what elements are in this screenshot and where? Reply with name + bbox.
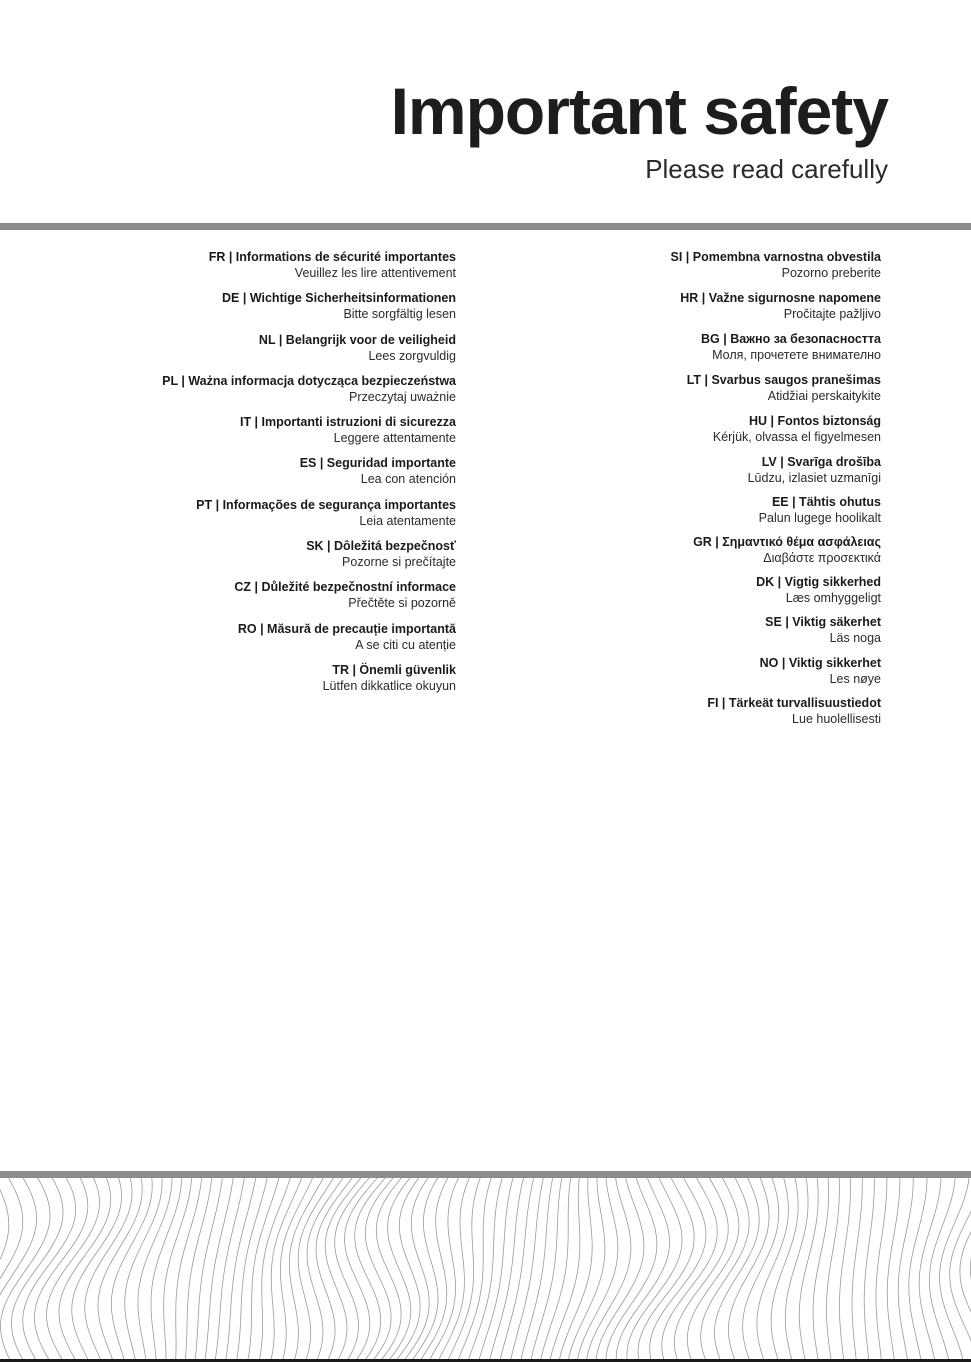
wave-line [714,1178,759,1362]
language-column-left [16,249,456,703]
language-entry [441,534,881,574]
language-heading: RO | Măsură de precauție importantă [237,621,456,636]
wave-line [650,1178,706,1362]
wave-line [500,1178,534,1362]
language-entry [441,574,881,614]
language-entry [441,655,881,695]
language-subheading: Veuillez les lire attentivement [294,266,456,280]
wave-line [376,1178,401,1362]
wave-line [638,1178,694,1362]
wave-line [438,1178,470,1362]
wave-line [428,1178,458,1362]
language-subheading: Leggere attentamente [333,431,456,446]
language-heading: TR | Önemli güvenlik [332,662,456,677]
language-subheading: Lees zorgvuldig [368,348,456,363]
language-heading: SE | Viktig säkerhet [765,615,881,630]
language-heading: SK | Dôležitá bezpečnosť [306,539,456,554]
wave-line [864,1178,874,1362]
language-entry [441,614,881,654]
wave-line [457,1178,491,1362]
language-entry [441,372,881,413]
decorative-wave-pattern [0,1178,971,1362]
language-heading: HU | Fontos biztonság [749,414,881,429]
language-heading: NO | Viktig sikkerhet [759,655,881,670]
wave-line [785,1178,808,1362]
language-column-right [441,249,881,735]
wave-line [395,1178,420,1362]
top-divider [0,223,971,230]
wave-line [577,1178,618,1362]
language-subheading: Przeczytaj uważnie [349,389,456,404]
language-subheading: A se citi cu atenție [355,637,456,652]
language-heading: DK | Vigtig sikkerhed [756,575,881,590]
language-entry [16,373,456,414]
wave-line [813,1178,829,1362]
wave-line [743,1178,779,1362]
wave-line [365,1178,393,1362]
wave-line [852,1178,862,1362]
language-heading: FI | Tärkeät turvallisuustiedot [707,695,881,710]
language-heading: SI | Pomembna varnostna obvestila [670,250,881,264]
bottom-divider [0,1171,971,1178]
language-entry [16,332,456,373]
wave-line [616,1178,669,1362]
language-subheading: Palun lugege hoolikalt [758,510,881,525]
wave-line [387,1178,411,1362]
wave-line [35,1178,88,1362]
language-entry [16,455,456,496]
language-heading: ES | Seguridad importante [299,456,456,471]
wave-line [411,1178,438,1362]
wave-line [259,1178,290,1362]
language-subheading: Διαβάστε προσεκτικά [763,550,881,565]
language-subheading: Pozorne si prečítajte [342,555,456,570]
language-subheading: Моля, прочетете внимателно [712,348,881,363]
language-entry [16,249,456,290]
language-heading: LV | Svarīga drošība [761,454,881,469]
wave-line [568,1178,605,1362]
wave-line [355,1178,386,1362]
wave-line [662,1178,717,1362]
wave-line [586,1178,631,1362]
wave-line [674,1178,728,1362]
language-subheading: Bitte sorgfältig lesen [343,307,456,322]
language-heading: PT | Informações de segurança importantes [196,497,456,512]
language-subheading: Lea con atención [360,472,456,487]
language-subheading: Les nøye [829,671,881,686]
language-entry [16,579,456,620]
language-heading: LT | Svarbus saugos pranešimas [686,373,881,388]
language-entry [441,331,881,372]
wave-line [1,1178,51,1362]
wave-line [85,1178,132,1362]
language-subheading: Kérjük, olvassa el figyelmesen [712,430,881,445]
document-title: Important safety [390,74,888,148]
wave-line [510,1178,543,1362]
wave-line [627,1178,682,1362]
wave-line [489,1178,524,1362]
language-entry [16,290,456,331]
language-entry [16,497,456,538]
language-entry [441,249,881,290]
language-subheading: Leia atentamente [359,513,456,528]
language-heading: HR | Važne sigurnosne napomene [680,291,881,306]
language-heading: NL | Belangrijk voor de veiligheid [258,332,456,347]
language-heading: BG | Важно за безопасността [701,332,881,347]
wave-line [757,1178,789,1362]
wave-line [72,1178,122,1362]
wave-line [531,1178,562,1362]
wave-line [540,1178,570,1362]
language-subheading: Lūdzu, izlasiet uzmanīgi [747,470,881,485]
wave-line [478,1178,513,1362]
wave-line [950,1178,971,1362]
language-subheading: Pozorno preberite [781,266,881,280]
wave-line [701,1178,750,1362]
language-subheading: Přečtěte si pozorně [348,596,456,611]
language-entry [16,538,456,579]
wave-line [929,1178,955,1362]
language-entry [16,662,456,703]
wave-line [799,1178,818,1362]
language-entry [441,494,881,534]
language-subheading: Lütfen dikkatlice okuyun [322,678,456,693]
language-heading: FR | Informations de sécurité importantes [208,250,456,264]
language-heading: GR | Σημαντικό θέμα ασφάλειας [693,534,881,549]
wave-line [940,1178,970,1362]
wave-line [559,1178,592,1362]
language-subheading: Pročitajte pažljivo [783,307,881,322]
language-entry [441,413,881,453]
language-heading: EE | Tähtis ohutus [771,494,881,509]
language-subheading: Atidžiai perskaitykite [767,389,881,404]
language-subheading: Läs noga [829,631,881,646]
language-subheading: Læs omhyggeligt [785,591,881,606]
wave-line [0,1178,23,1362]
wave-line [728,1178,769,1362]
wave-line [298,1178,333,1362]
wave-line [98,1178,142,1362]
document-subtitle: Please read carefully [645,154,888,184]
language-entry [441,454,881,494]
language-entry [16,414,456,455]
language-heading: PL | Ważna informacja dotycząca bezpieczeństwa [162,373,456,388]
wave-line [111,1178,152,1362]
wave-line [898,1178,913,1362]
language-entry [441,290,881,331]
language-heading: DE | Wichtige Sicherheitsinformationen [222,291,456,306]
language-entry [441,695,881,735]
language-entry [16,621,456,662]
language-heading: CZ | Důležité bezpečnostní informace [234,580,456,595]
wave-line [840,1178,851,1362]
wave-line [307,1178,343,1362]
wave-line [876,1178,887,1362]
wave-line [151,1178,182,1362]
wave-line [887,1178,900,1362]
wave-line [289,1178,323,1362]
language-subheading: Lue huolellisesti [792,711,881,726]
language-heading: IT | Importanti istruzioni di sicurezza [239,415,456,430]
